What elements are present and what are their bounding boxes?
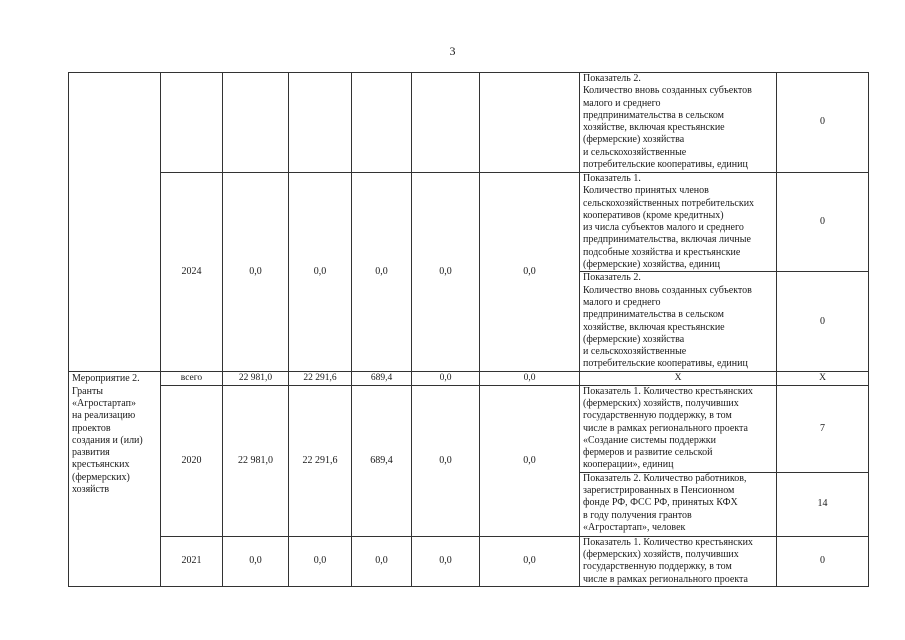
year-cell: всего [161,372,223,385]
indicator-cell: X [580,372,777,385]
year-cell: 2020 [161,385,223,536]
table-row: 2024 0,0 0,0 0,0 0,0 0,0 Показатель 1. Количество принятых членов сельскохозяйственных потребительских кооперативов (кроме кредитных) из числа субъектов малого и среднего предпринимательства, включая личные подсобные хозяйства и крестьянские (фермерские) хозяйства, единиц 0 [69,173,869,272]
indicator-cell: Показатель 1. Количество крестьянских (фермерских) хозяйств, получивших государственную поддержку, в том числе в рамках регионального проекта «Создание системы поддержки фермеров и развитие сельской кооперации», единиц [580,385,777,472]
indicator-cell: Показатель 2. Количество вновь созданных субъектов малого и среднего предпринимательства в сельском хозяйстве, включая крестьянские (фермерские) хозяйства и сельскохозяйственные потребительские кооперативы, единиц [580,73,777,173]
event-2-cell: Мероприятие 2. Гранты «Агростартап» на реализацию проектов создания и (или) развития крестьянских (фермерских) хозяйств [69,372,161,587]
year-cell: 2021 [161,536,223,586]
indicator-value: X [777,372,869,385]
table-row: 2021 0,0 0,0 0,0 0,0 0,0 Показатель 1. Количество крестьянских (фермерских) хозяйств, получивших государственную поддержку, в том числе в рамках регионального проекта 0 [69,536,869,586]
indicator-cell: Показатель 1. Количество крестьянских (фермерских) хозяйств, получивших государственную поддержку, в том числе в рамках регионального проекта [580,536,777,586]
program-table [68,72,869,587]
indicator-value: 0 [777,173,869,272]
indicator-value: 7 [777,385,869,472]
indicator-value: 0 [777,272,869,372]
indicator-value: 0 [777,73,869,173]
event-cell-continued [69,73,161,372]
page-number: 3 [449,44,456,58]
indicator-cell: Показатель 2. Количество работников, зарегистрированных в Пенсионном фонде РФ, ФСС РФ, принятых КФХ в году получения грантов «Агростартап», человек [580,472,777,536]
year-cell: 2024 [161,173,223,372]
indicator-value: 14 [777,472,869,536]
indicator-cell: Показатель 2. Количество вновь созданных субъектов малого и среднего предпринимательства в сельском хозяйстве, включая крестьянские (фермерские) хозяйства и сельскохозяйственные потребительские кооперативы, единиц [580,272,777,372]
table-row: 2020 22 981,0 22 291,6 689,4 0,0 0,0 Показатель 1. Количество крестьянских (фермерских) хозяйств, получивших государственную поддержку, в том числе в рамках регионального проекта «Создание системы поддержки фермеров и развитие сельской кооперации», единиц 7 [69,385,869,472]
table-row [69,73,869,173]
table-row: Мероприятие 2. Гранты «Агростартап» на реализацию проектов создания и (или) развития крестьянских (фермерских) хозяйств всего 22 981,0 22 291,6 689,4 0,0 0,0 X X [69,372,869,385]
indicator-value: 0 [777,536,869,586]
indicator-cell: Показатель 1. Количество принятых членов сельскохозяйственных потребительских кооперативов (кроме кредитных) из числа субъектов малого и среднего предпринимательства, включая личные подсобные хозяйства и крестьянские (фермерские) хозяйства, единиц [580,173,777,272]
